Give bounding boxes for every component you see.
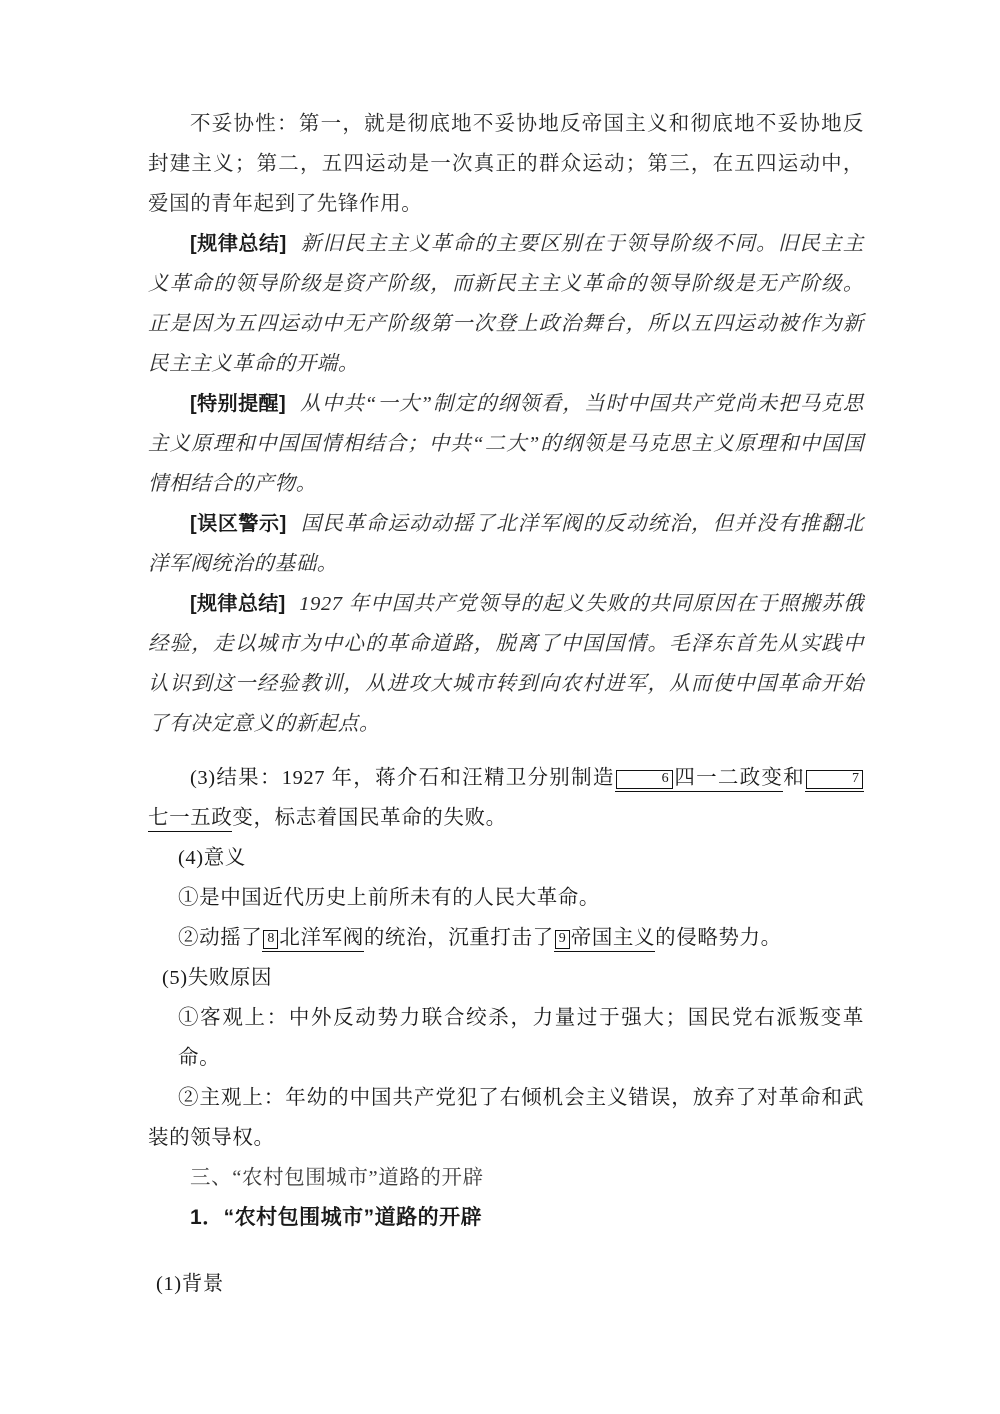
- meaning-item-2-suffix: 的侵略势力。: [655, 927, 782, 949]
- paragraph-tebie-tixing: [148, 384, 864, 504]
- label-guilv-zongjie-1: [规律总结]: [190, 233, 287, 255]
- blank-answer-6: 四一二政变: [673, 767, 784, 789]
- box-number-9: 9: [555, 930, 570, 949]
- paragraph-guilv-1-body: 新旧民主主义革命的主要区别在于领导阶级不同。旧民主主义革命的领导阶级是资产阶级，而新民主主义革命的领导阶级是无产阶级。正是因为五四运动中无产阶级第一次登上政治舞台，所以五四运动被作为新民主主义革命的开端。: [148, 233, 864, 375]
- paragraph-guilv-2-body: 1927 年中国共产党领导的起义失败的共同原因在于照搬苏俄经验，走以城市为中心的革命道路，脱离了中国国情。毛泽东首先从实践中认识到这一经验教训，从进攻大城市转到向农村进军，从而使中国革命开始了有决定意义的新起点。: [148, 593, 864, 735]
- heading-section-three: 三、“农村包围城市”道路的开辟: [190, 1167, 484, 1189]
- spacer: [148, 744, 864, 758]
- paragraph-result: [148, 758, 864, 838]
- paragraph-wuqu-jingshi: [148, 504, 864, 584]
- box-number-8: 8: [263, 930, 278, 949]
- paragraph-tebie-tixing-body: 从中共“一大”制定的纲领看，当时中国共产党尚未把马克思主义原理和中国国情相结合；中共“二大”的纲领是马克思主义原理和中国国情相结合的产物。: [148, 393, 864, 495]
- meaning-item-1: ①是中国近代历史上前所未有的人民大革命。: [178, 887, 600, 909]
- blank-answer-8: 北洋军阀: [279, 927, 364, 949]
- blank-answer-7: 七一五政: [148, 807, 233, 829]
- spacer: [148, 1238, 864, 1264]
- result-suffix: 变，标志着国民革命的失败。: [232, 807, 507, 829]
- heading-failure: (5)失败原因: [162, 967, 273, 989]
- heading-subsection-one: 1．“农村包围城市”道路的开辟: [190, 1206, 483, 1229]
- heading-background: (1)背景: [156, 1273, 224, 1295]
- failure-item-2: ②主观上：年幼的中国共产党犯了右倾机会主义错误，放弃了对革命和武装的领导权。: [148, 1087, 864, 1149]
- blank-answer-9: 帝国主义: [570, 927, 656, 949]
- paragraph-intro: 不妥协性：第一，就是彻底地不妥协地反帝国主义和彻底地不妥协地反封建主义；第二，五四运动是一次真正的群众运动；第三，在五四运动中，爱国的青年起到了先锋作用。: [148, 113, 864, 215]
- result-prefix: (3)结果：1927 年，蒋介石和汪精卫分别制造: [190, 767, 615, 789]
- heading-meaning: (4)意义: [178, 847, 246, 869]
- document-page: [148, 104, 864, 1304]
- label-tebie-tixing: [特别提醒]: [190, 393, 286, 415]
- box-number-7: 7: [806, 770, 863, 789]
- failure-item-1: ①客观上：中外反动势力联合绞杀，力量过于强大；国民党右派叛变革命。: [178, 1007, 864, 1069]
- paragraph-guilv-2: [148, 584, 864, 744]
- label-guilv-zongjie-2: [规律总结]: [190, 593, 286, 615]
- meaning-item-2: [148, 918, 864, 958]
- meaning-item-2-middle: 的统治，沉重打击了: [363, 927, 554, 949]
- label-wuqu-jingshi: [误区警示]: [190, 513, 287, 535]
- result-middle: 和: [783, 767, 805, 789]
- meaning-item-2-prefix: ②动摇了: [178, 927, 263, 949]
- paragraph-wuqu-jingshi-body: 国民革命运动动摇了北洋军阀的反动统治，但并没有推翻北洋军阀统治的基础。: [148, 513, 864, 575]
- box-number-6: 6: [616, 770, 673, 789]
- paragraph-guilv-1: [148, 224, 864, 384]
